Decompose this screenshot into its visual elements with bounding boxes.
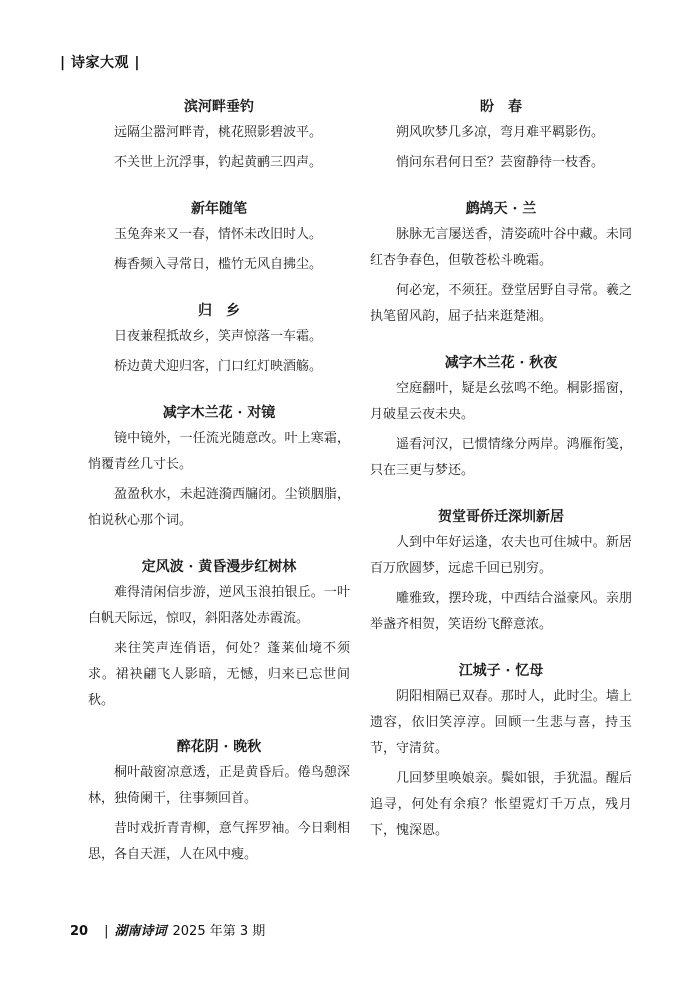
poem [88, 402, 350, 534]
issue-label: 2025 年第 3 期 [172, 924, 266, 939]
poem-stanza: 何必宠，不须狂。登堂居野自寻常。羲之执笔留风韵，屈子拈来逛楚湘。 [370, 283, 632, 324]
page-number: 20 [70, 924, 89, 939]
section-tag: | 诗家大观 | [60, 55, 140, 71]
poem-title: 醉花阴 · 晚秋 [176, 739, 262, 755]
poem-line: 梅香频入寻常日，槛竹无风自拂尘。 [114, 257, 323, 272]
poem-title: 减字木兰花 · 秋夜 [444, 355, 558, 371]
poem-line: 不关世上沉浮事，钓起黄鹂三四声。 [114, 155, 323, 170]
footer-divider: | [104, 924, 109, 939]
poem-line: 日夜兼程抵故乡，笑声惊落一车霜。 [114, 329, 323, 344]
magazine-name: 湖南诗词 [114, 924, 167, 939]
poem-title: 盼 春 [480, 99, 522, 115]
poem-line: 悄问东君何日至？芸窗静待一枝香。 [396, 155, 605, 170]
poem-stanza: 阴阳相隔已双春。那时人，此时尘。墙上遗容，依旧笑淳淳。回顾一生悲与喜，持玉节，守清贫。 [370, 689, 632, 756]
poem-title: 归 乡 [198, 303, 240, 319]
poem [370, 198, 632, 330]
poem-line: 桥边黄犬迎归客，门口红灯映酒觞。 [114, 359, 323, 374]
poem [370, 506, 632, 638]
poem [88, 198, 350, 278]
poem-title: 减字木兰花 · 对镜 [162, 405, 276, 421]
poem [370, 660, 632, 844]
poem [88, 300, 350, 380]
poem-stanza: 桐叶敲窗凉意透，正是黄昏后。倦鸟憩深林，独倚阑干，往事频回首。 [88, 765, 350, 806]
poem-stanza: 来往笑声连俏语，何处？蓬莱仙境不须求。裙袂翩飞人影暗，无憾，归来已忘世间秋。 [88, 641, 350, 708]
poem [88, 96, 350, 176]
page-footer [70, 920, 265, 939]
poem-stanza: 雕雅致，摆玲珑，中西结合溢豪风。亲朋举盏齐相贺，笑语纷飞醉意浓。 [370, 591, 632, 632]
left-column [88, 96, 350, 890]
poem-title: 江城子 · 忆母 [458, 663, 544, 679]
right-column [370, 96, 632, 866]
poem-stanza: 人到中年好运逢，农夫也可住城中。新居百万欣圆梦，远虑千回已别穷。 [370, 535, 632, 576]
poem-title: 定风波 · 黄昏漫步红树林 [141, 559, 297, 575]
poem-title: 鹧鸪天 · 兰 [465, 201, 537, 217]
poem-title: 新年随笔 [191, 201, 247, 217]
poem-stanza: 脉脉无言屡送香，清姿疏叶谷中藏。未同红杏争春色，但敬苍松斗晚霜。 [370, 227, 632, 268]
poem [88, 736, 350, 868]
poem-title: 贺堂哥侨迁深圳新居 [438, 509, 564, 525]
poem-line: 玉兔奔来又一春，情怀未改旧时人。 [114, 227, 323, 242]
poem [88, 556, 350, 714]
poem-stanza: 几回梦里唤娘亲。鬓如银，手犹温。醒后追寻，何处有余痕？怅望霓灯千万点，残月下，愧深恩。 [370, 771, 632, 838]
poem [370, 352, 632, 484]
poem-line: 朔风吹梦几多凉，弯月难平羁影伤。 [396, 125, 605, 140]
poem-line: 远隔尘嚣河畔青，桃花照影碧波平。 [114, 125, 323, 140]
poem-stanza: 盈盈秋水，未起涟漪西牖闭。尘锁胭脂，怕说秋心那个词。 [88, 487, 350, 528]
poem-stanza: 空庭翻叶，疑是幺弦鸣不绝。桐影摇窗，月破星云夜未央。 [370, 381, 632, 422]
poem-title: 滨河畔垂钓 [184, 99, 254, 115]
poem-stanza: 昔时戏折青青柳，意气挥罗袖。今日剩相思，各自天涯，人在风中瘦。 [88, 821, 350, 862]
poem-stanza: 难得清闲信步游，逆风玉浪拍银丘。一叶白帆天际远，惊叹，斜阳落处赤霞流。 [88, 585, 350, 626]
poem [370, 96, 632, 176]
poem-stanza: 镜中镜外，一任流光随意改。叶上寒霜，悄覆青丝几寸长。 [88, 431, 350, 472]
poem-stanza: 遥看河汉，已惯情缘分两岸。鸿雁衔笺，只在三更与梦还。 [370, 437, 632, 478]
